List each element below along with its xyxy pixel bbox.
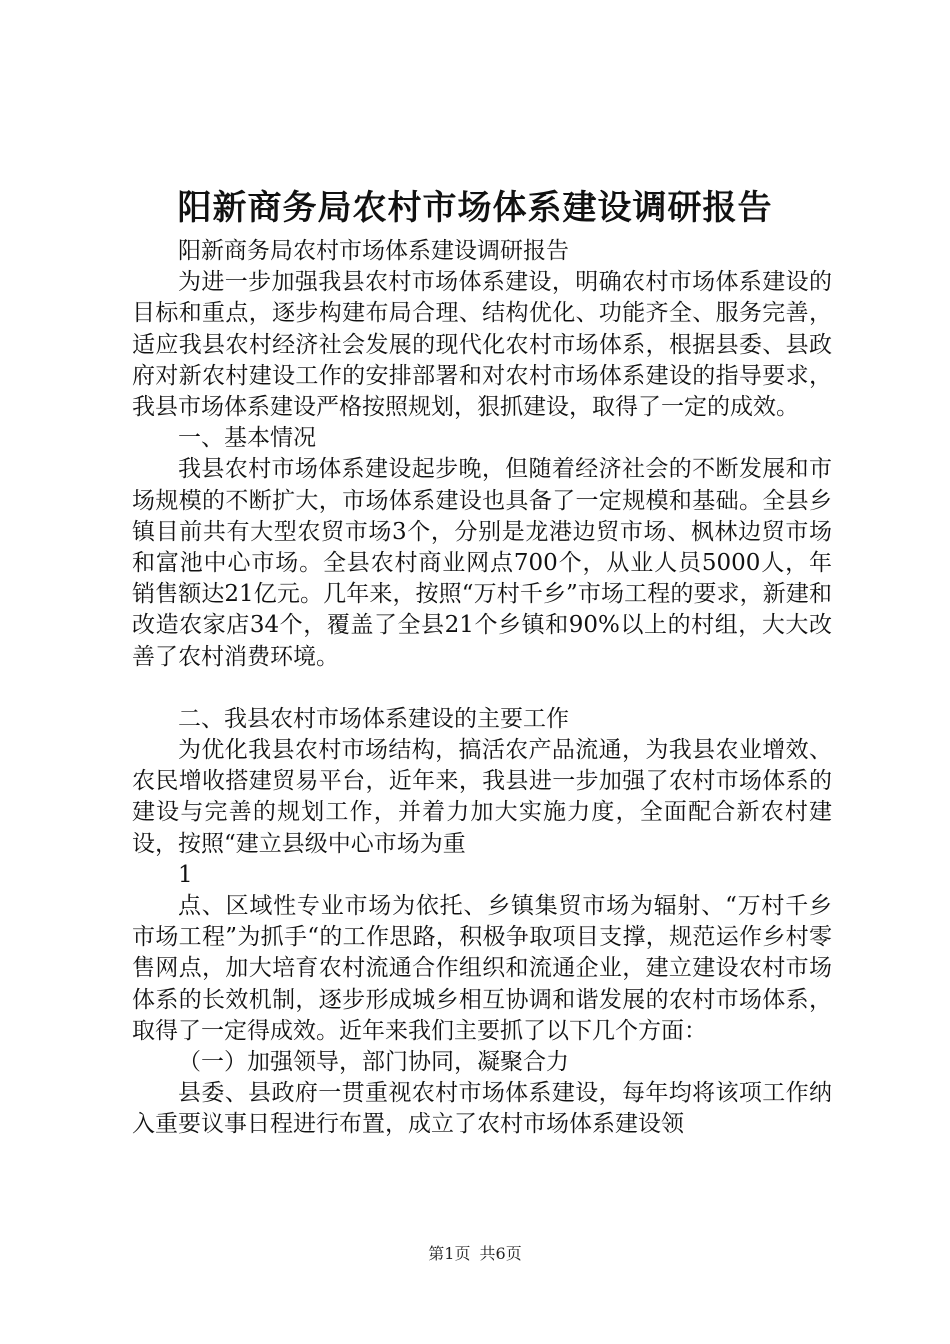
subsection-heading-leadership: （一）加强领导，部门协同，凝聚合力: [178, 1049, 569, 1076]
inline-page-number: 1: [178, 861, 193, 888]
leadership-paragraph: 县委、县政府一贯重视农村市场体系建设，每年均将该项工作纳入重要议事日程进行布置，成立了农村市场体系建设领: [132, 1080, 832, 1138]
page-number: 第1页: [428, 1244, 471, 1263]
page-total: 共6页: [479, 1244, 522, 1263]
blank-line: [132, 673, 832, 704]
section-heading-basic-situation: 一、基本情况: [178, 425, 316, 452]
main-work-paragraph: 为优化我县农村市场结构，搞活农产品流通，为我县农业增效、农民增收搭建贸易平台，近年来，我县进一步加强了农村市场体系的建设与完善的规划工作，并着力加大实施力度，全面配合新农村建设，按照“建立县级中心市场为重: [132, 737, 832, 857]
intro-paragraph: 为进一步加强我县农村市场体系建设，明确农村市场体系建设的目标和重点，逐步构建布局合理、结构优化、功能齐全、服务完善，适应我县农村经济社会发展的现代化农村市场体系，根据县委、县政府对新农村建设工作的安排部署和对农村市场体系建设的指导要求，我县市场体系建设严格按照规划，狠抓建设，取得了一定的成效。: [132, 269, 832, 421]
basic-situation-paragraph: 我县农村市场体系建设起步晚，但随着经济社会的不断发展和市场规模的不断扩大，市场体系建设也具备了一定规模和基础。全县乡镇目前共有大型农贸市场3个，分别是龙港边贸市场、枫林边贸市场和富池中心市场。全县农村商业网点700个，从业人员5000人，年销售额达21亿元。几年来，按照“万村千乡”市场工程的要求，新建和改造农家店34个，覆盖了全县21个乡镇和90%以上的村组，大大改善了农村消费环境。: [132, 456, 832, 670]
section-heading-main-work: 二、我县农村市场体系建设的主要工作: [178, 705, 569, 732]
document-body: [132, 236, 832, 1141]
work-approach-paragraph: 点、区域性专业市场为依托、乡镇集贸市场为辐射、“万村千乡市场工程”为抓手“的工作思路，积极争取项目支撑，规范运作乡村零售网点，加大培育农村流通合作组织和流通企业，建立建设农村市场体系的长效机制，逐步形成城乡相互协调和谐发展的农村市场体系，取得了一定得成效。近年来我们主要抓了以下几个方面：: [132, 893, 832, 1044]
document-title: 阳新商务局农村市场体系建设调研报告: [177, 188, 773, 228]
page-footer: [0, 1244, 950, 1264]
subtitle-paragraph: 阳新商务局农村市场体系建设调研报告: [178, 238, 569, 264]
